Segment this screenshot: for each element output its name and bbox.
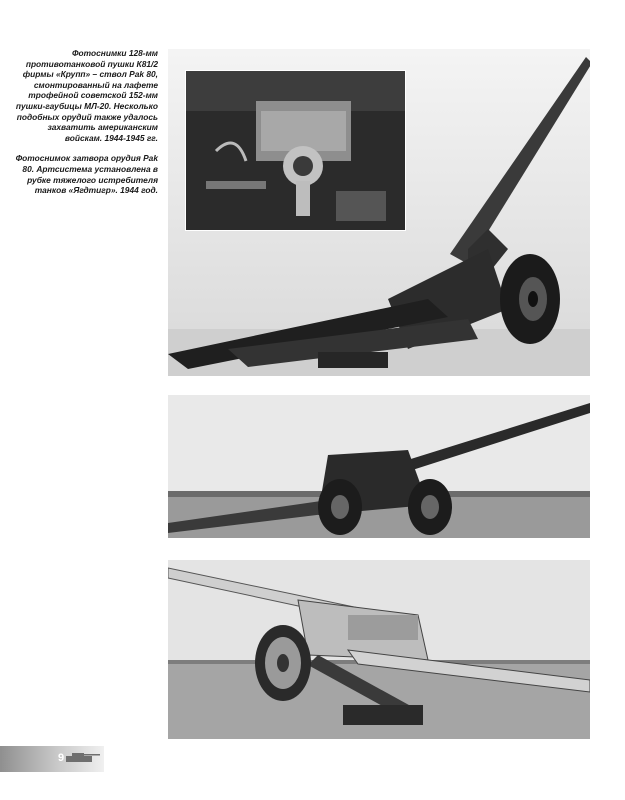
caption-inset: Фотоснимок затвора орудия Pak 80. Артсистема установлена в рубке тяжелого истребителя танков «Ягдтигр». 1944 год. xyxy=(15,153,158,196)
tank-silhouette-icon xyxy=(60,750,100,764)
page-number-tab xyxy=(0,746,104,772)
page-number: 9 xyxy=(58,752,65,764)
caption-main: Фотоснимки 128-мм противотанковой пушки К81/2 фирмы «Крупп» – ствол Pak 80, смонтированный на лафете трофейной советской 152-мм пушки-гаубицы МЛ-20. Несколько подобных орудий также удалось захватить американским войскам. 1944-1945 гг. xyxy=(15,48,158,143)
photo-gun-field-side xyxy=(168,395,590,538)
photo-breech-inset xyxy=(185,70,406,231)
photo-captions xyxy=(8,48,158,206)
photo-gun-field-front xyxy=(168,560,590,739)
